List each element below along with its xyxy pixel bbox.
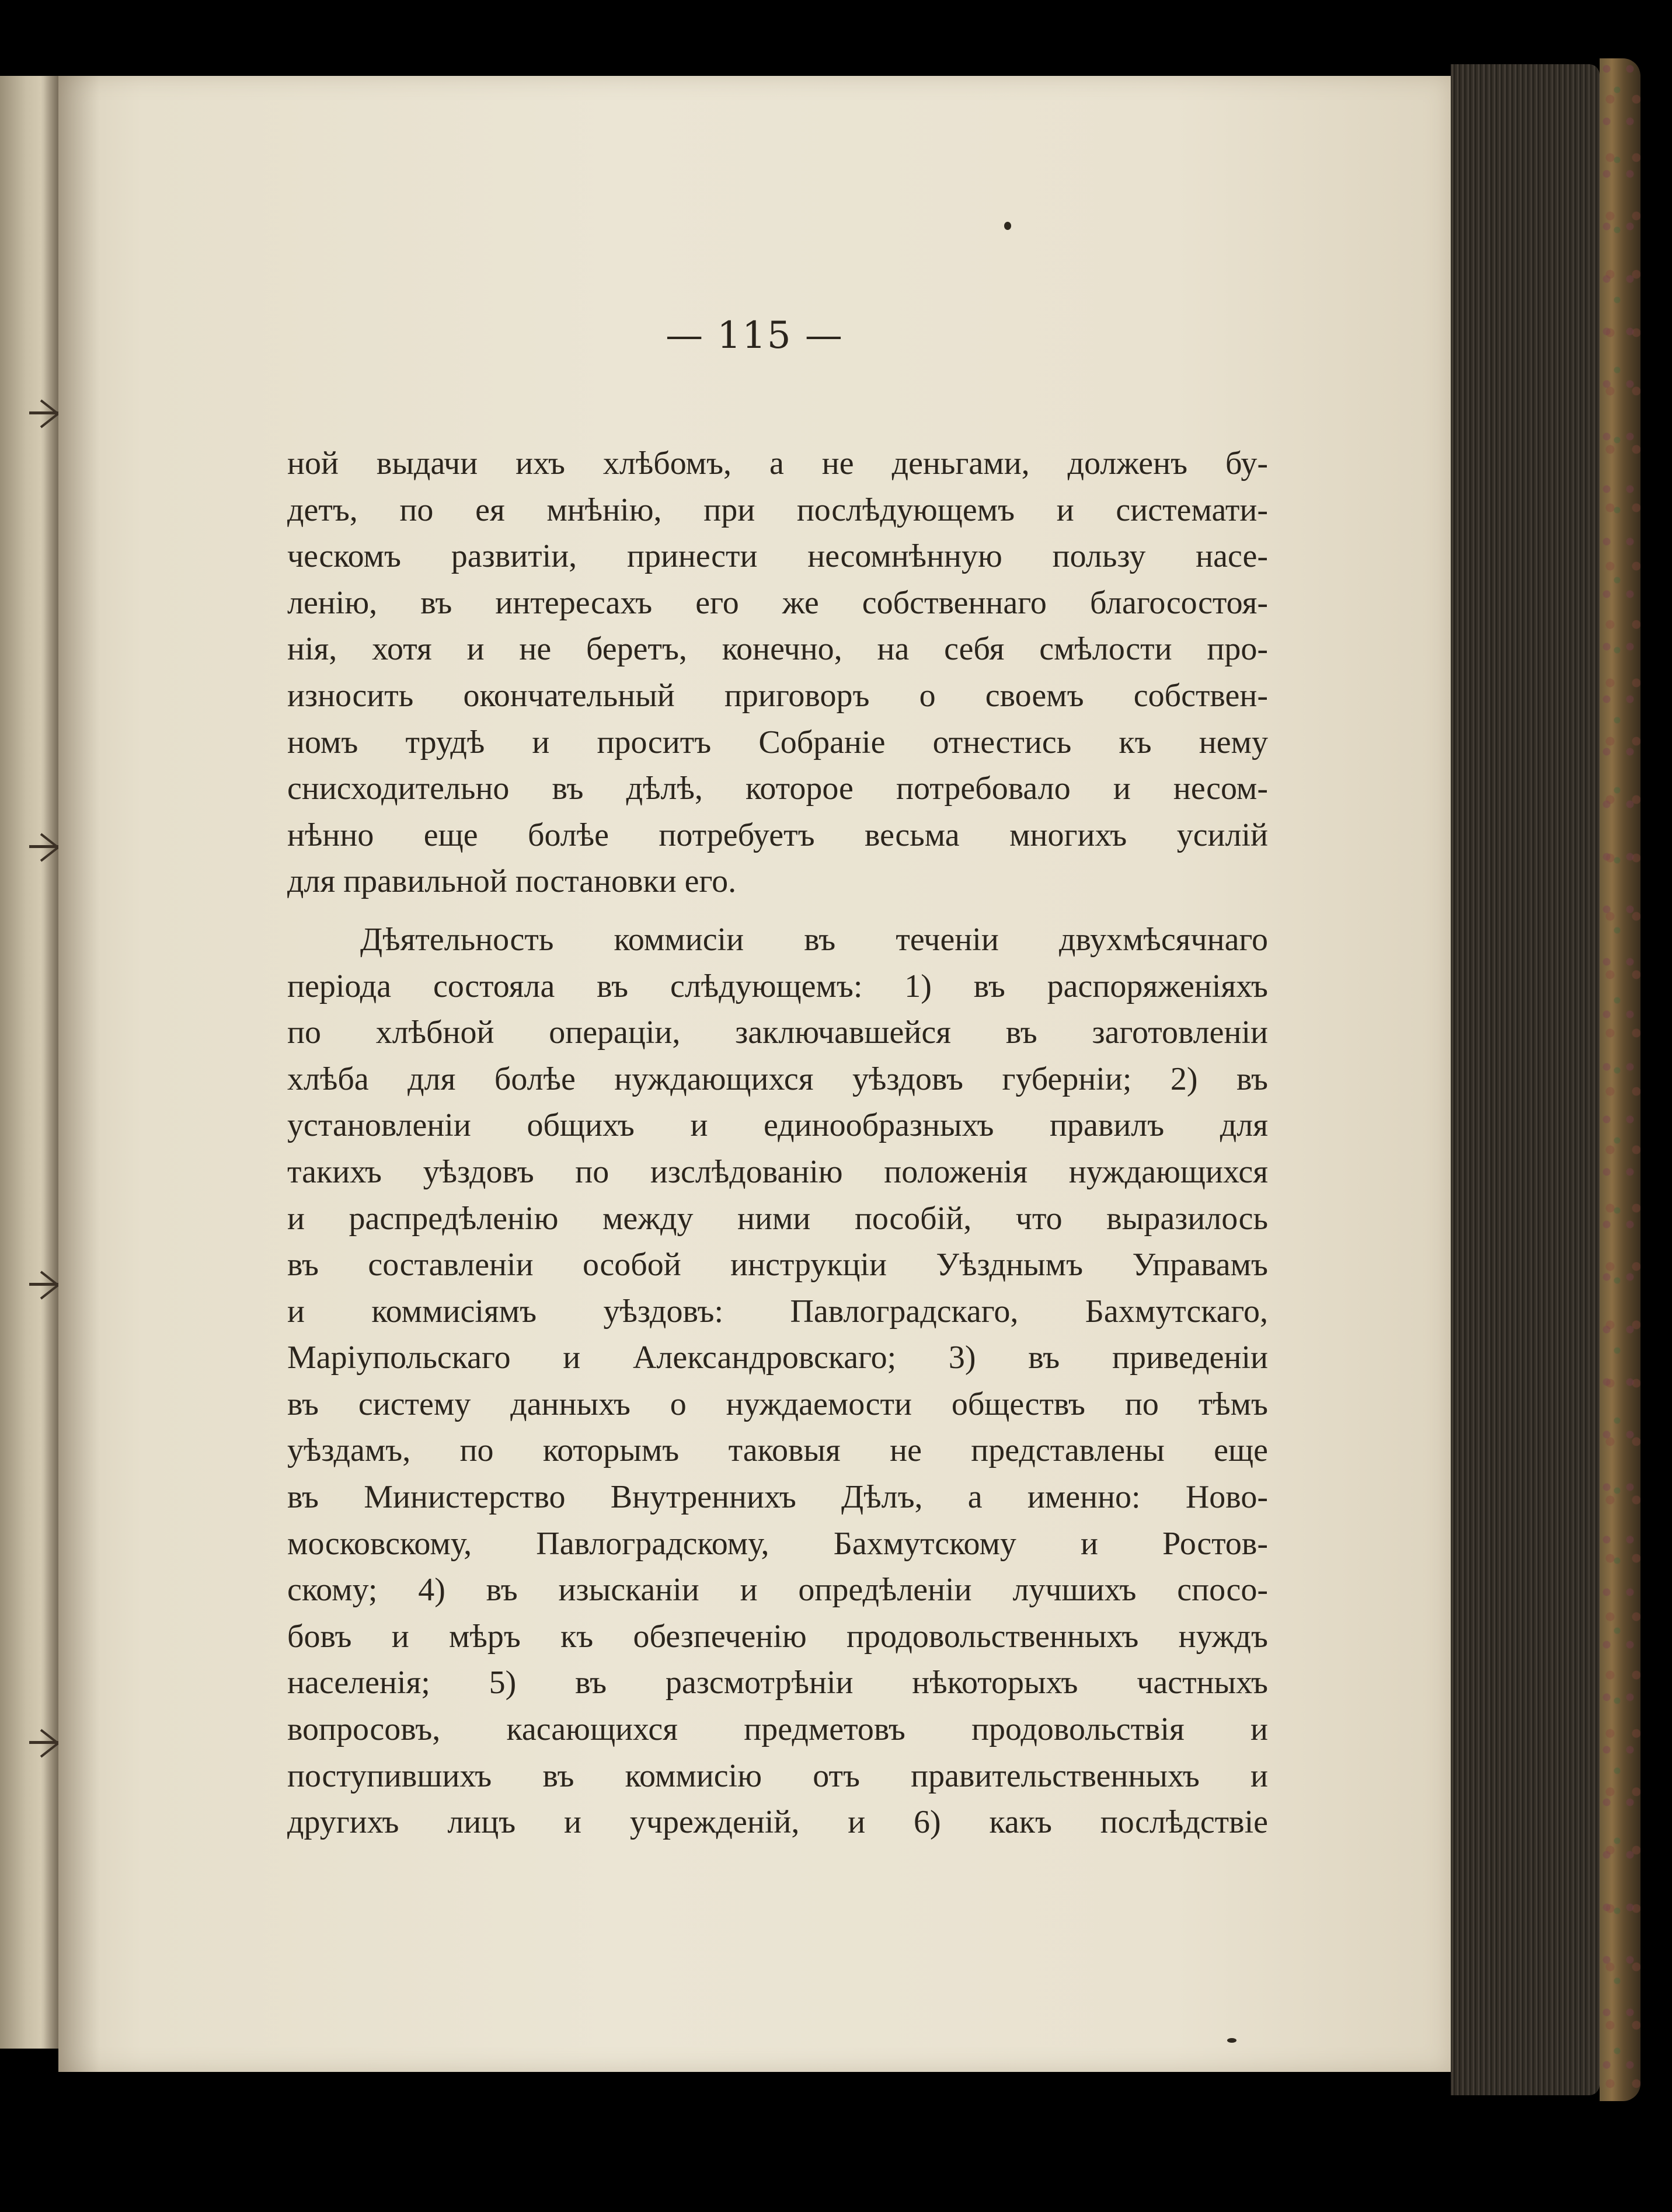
text-line: бовъ и мѣръ къ обезпеченію продовольственныхъ нуждъ	[287, 1618, 1268, 1655]
text-line: нія, хотя и не беретъ, конечно, на себя смѣлости про-	[287, 631, 1268, 668]
text-line: детъ, по ея мнѣнію, при послѣдующемъ и системати-	[287, 491, 1268, 528]
text-line: вопросовъ, касающихся предметовъ продовольствія и	[287, 1711, 1268, 1748]
marble-pattern	[1600, 58, 1640, 2101]
text-line: періода состояла въ слѣдующемъ: 1) въ распоряженіяхъ	[287, 968, 1268, 1004]
text-line: такихъ уѣздовъ по изслѣдованію положенія нуждающихся	[287, 1153, 1268, 1190]
text-line: Дѣятельность коммисіи въ теченіи двухмѣсячнаго	[360, 921, 1268, 958]
text-line: для правильной постановки его.	[287, 863, 737, 900]
text-line: номъ трудѣ и проситъ Собраніе отнестись къ нему	[287, 724, 1268, 760]
page-number: — 115 —	[666, 314, 844, 357]
text-line: износить окончательный приговоръ о своемъ собствен-	[287, 677, 1268, 714]
text-line: скому; 4) въ изысканіи и опредѣленіи лучшихъ спосо-	[287, 1572, 1268, 1609]
text-line: въ Министерство Внутреннихъ Дѣлъ, а именно: Ново-	[287, 1479, 1268, 1516]
book-fore-edge	[1451, 64, 1600, 2095]
text-line: московскому, Павлоградскому, Бахмутскому и Ростов-	[287, 1525, 1268, 1562]
text-line: въ составленіи особой инструкціи Уѣзднымъ Управамъ	[287, 1247, 1268, 1283]
text-line: установленіи общихъ и единообразныхъ правилъ для	[287, 1107, 1268, 1144]
text-line: ленію, въ интересахъ его же собственнаго благосостоя-	[287, 584, 1268, 621]
left-facing-page	[0, 76, 62, 2049]
ink-speck	[1004, 222, 1011, 230]
text-line: ческомъ развитіи, принести несомнѣнную пользу насе-	[287, 538, 1268, 575]
text-line: Маріупольскаго и Александровскаго; 3) въ приведеніи	[287, 1339, 1268, 1376]
ink-speck	[1227, 2038, 1236, 2043]
book-page	[58, 76, 1451, 2072]
text-line: населенія; 5) въ разсмотрѣніи нѣкоторыхъ частныхъ	[287, 1665, 1268, 1701]
text-line: въ систему данныхъ о нуждаемости обществъ по тѣмъ	[287, 1386, 1268, 1422]
text-line: уѣздамъ, по которымъ таковыя не представлены еще	[287, 1432, 1268, 1469]
text-line: по хлѣбной операціи, заключавшейся въ заготовленіи	[287, 1014, 1268, 1051]
text-line: ной выдачи ихъ хлѣбомъ, а не деньгами, долженъ бу-	[287, 445, 1268, 482]
text-line: поступившихъ въ коммисію отъ правительственныхъ и	[287, 1757, 1268, 1794]
marbled-cover-edge	[1600, 58, 1640, 2101]
page-gutter-shadow	[58, 76, 99, 2072]
paragraph	[287, 917, 1268, 1846]
text-line: снисходительно въ дѣлѣ, которое потребовало и несом-	[287, 770, 1268, 807]
paragraph	[287, 441, 1268, 905]
paragraph-gap	[287, 905, 1268, 917]
text-line: хлѣба для болѣе нуждающихся уѣздовъ губерніи; 2) въ	[287, 1060, 1268, 1097]
text-line: и распредѣленію между ними пособій, что выразилось	[287, 1200, 1268, 1237]
text-line: нѣнно еще болѣе потребуетъ весьма многихъ усилій	[287, 817, 1268, 853]
text-line: другихъ лицъ и учрежденій, и 6) какъ послѣдствіе	[287, 1804, 1268, 1841]
body-text	[287, 441, 1268, 1846]
text-line: и коммисіямъ уѣздовъ: Павлоградскаго, Бахмутскаго,	[287, 1293, 1268, 1330]
